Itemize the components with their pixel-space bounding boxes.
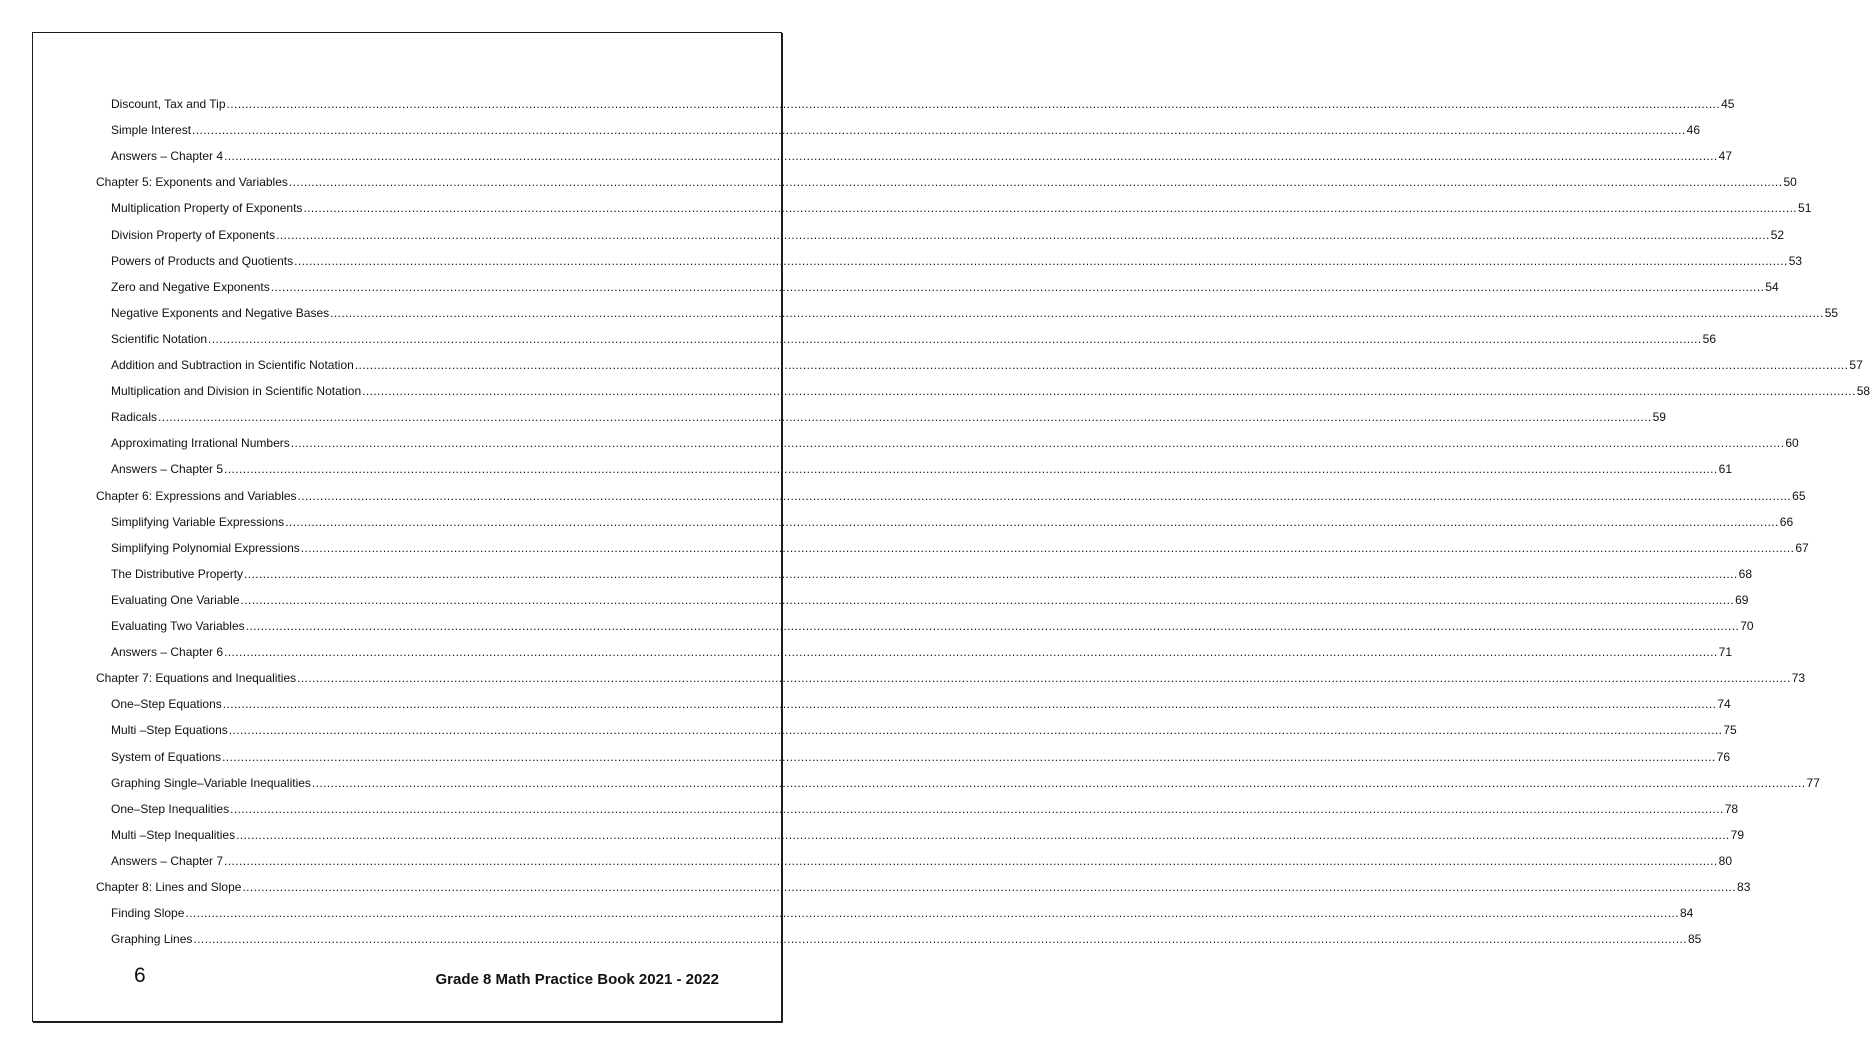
- toc-section-entry[interactable]: [111, 329, 1716, 349]
- toc-section-entry[interactable]: [111, 903, 1694, 923]
- toc-chapter-entry[interactable]: [96, 668, 1806, 688]
- toc-entry-page: 66: [1779, 514, 1794, 529]
- toc-section-entry[interactable]: [111, 381, 1870, 401]
- dot-leader: ................................................................................................................................................................................................................................................................................................................................................................................................................: [230, 801, 1724, 816]
- toc-entry-page: 65: [1792, 488, 1806, 503]
- toc-entry-page: 52: [1770, 227, 1785, 242]
- dot-leader: ................................................................................................................................................................................................................................................................................................................................................................................................................: [158, 410, 1652, 425]
- toc-section-entry[interactable]: [111, 355, 1863, 375]
- toc-section-entry[interactable]: [111, 512, 1794, 532]
- toc-section-entry[interactable]: [111, 747, 1731, 767]
- toc-entry-title: Chapter 7: Equations and Inequalities: [96, 671, 297, 686]
- dot-leader: ................................................................................................................................................................................................................................................................................................................................................................................................................: [270, 279, 1765, 294]
- toc-section-entry[interactable]: [111, 642, 1733, 662]
- dot-leader: ................................................................................................................................................................................................................................................................................................................................................................................................................: [300, 540, 1795, 555]
- dot-leader: ................................................................................................................................................................................................................................................................................................................................................................................................................: [330, 305, 1824, 320]
- toc-section-entry[interactable]: [111, 146, 1733, 166]
- toc-entry-title: Division Property of Exponents: [111, 227, 276, 242]
- toc-section-entry[interactable]: [111, 120, 1700, 140]
- footer-book-title: Grade 8 Math Practice Book 2021 - 2022: [435, 971, 719, 988]
- toc-entry-page: 45: [1721, 97, 1735, 111]
- toc-entry-page: 57: [1849, 358, 1863, 372]
- toc-entry-title: Discount, Tax and Tip: [111, 97, 226, 111]
- toc-entry-title: Powers of Products and Quotients: [111, 253, 294, 268]
- toc-entry-title: Negative Exponents and Negative Bases: [111, 305, 330, 320]
- toc-section-entry[interactable]: [111, 929, 1702, 949]
- dot-leader: ................................................................................................................................................................................................................................................................................................................................................................................................................: [185, 906, 1679, 921]
- toc-entry-page: 50: [1783, 175, 1797, 190]
- toc-entry-page: 83: [1737, 880, 1751, 894]
- toc-entry-title: Multiplication Property of Exponents: [111, 201, 303, 216]
- footer-page-number: 6: [134, 964, 146, 987]
- toc-entry-page: 70: [1740, 619, 1754, 633]
- toc-entry-title: Graphing Lines: [111, 932, 193, 947]
- toc-section-entry[interactable]: [111, 303, 1839, 323]
- toc-chapter-entry[interactable]: [96, 172, 1797, 192]
- toc-entry-page: 75: [1723, 723, 1737, 738]
- dot-leader: ................................................................................................................................................................................................................................................................................................................................................................................................................: [222, 697, 1717, 712]
- dot-leader: ................................................................................................................................................................................................................................................................................................................................................................................................................: [236, 827, 1730, 842]
- toc-entry-title: Scientific Notation: [111, 331, 208, 346]
- toc-entry-title: Simple Interest: [111, 123, 192, 138]
- toc-entry-title: The Distributive Property: [111, 566, 244, 581]
- toc-entry-page: 54: [1765, 279, 1779, 294]
- toc-entry-title: Chapter 8: Lines and Slope: [96, 880, 242, 894]
- toc-entry-title: Radicals: [111, 410, 158, 425]
- toc-entry-title: One–Step Inequalities: [111, 801, 230, 816]
- toc-section-entry[interactable]: [111, 251, 1803, 271]
- toc-section-entry[interactable]: [111, 459, 1733, 479]
- toc-section-entry[interactable]: [111, 799, 1739, 819]
- toc-section-entry[interactable]: [111, 277, 1779, 297]
- toc-section-entry[interactable]: [111, 94, 1735, 114]
- dot-leader: ................................................................................................................................................................................................................................................................................................................................................................................................................: [226, 97, 1721, 111]
- toc-section-entry[interactable]: [111, 694, 1731, 714]
- toc-entry-title: Chapter 6: Expressions and Variables: [96, 488, 297, 503]
- dot-leader: ................................................................................................................................................................................................................................................................................................................................................................................................................: [276, 227, 1770, 242]
- toc-entry-title: Zero and Negative Exponents: [111, 279, 270, 294]
- toc-section-entry[interactable]: [111, 616, 1754, 636]
- toc-entry-title: Chapter 5: Exponents and Variables: [96, 175, 288, 190]
- toc-entry-title: Simplifying Variable Expressions: [111, 514, 285, 529]
- toc-entry-page: 73: [1791, 671, 1806, 686]
- toc-entry-page: 59: [1652, 410, 1666, 425]
- toc-entry-page: 58: [1856, 384, 1870, 399]
- toc-entry-page: 55: [1824, 305, 1839, 320]
- toc-entry-title: Answers – Chapter 7: [111, 853, 224, 868]
- toc-entry-title: Answers – Chapter 6: [111, 645, 224, 660]
- toc-section-entry[interactable]: [111, 773, 1820, 793]
- toc-section-entry[interactable]: [111, 225, 1785, 245]
- toc-entry-title: Graphing Single–Variable Inequalities: [111, 775, 311, 790]
- toc-entry-page: 67: [1795, 540, 1809, 555]
- toc-section-entry[interactable]: [111, 825, 1745, 845]
- dot-leader: ................................................................................................................................................................................................................................................................................................................................................................................................................: [362, 384, 1856, 399]
- toc-entry-page: 60: [1785, 436, 1799, 451]
- toc-entry-page: 53: [1788, 253, 1803, 268]
- dot-leader: ................................................................................................................................................................................................................................................................................................................................................................................................................: [224, 853, 1718, 868]
- toc-entry-page: 68: [1738, 566, 1752, 581]
- toc-entry-page: 69: [1735, 592, 1749, 607]
- dot-leader: ................................................................................................................................................................................................................................................................................................................................................................................................................: [288, 175, 1783, 190]
- toc-section-entry[interactable]: [111, 851, 1733, 871]
- dot-leader: ................................................................................................................................................................................................................................................................................................................................................................................................................: [285, 514, 1779, 529]
- dot-leader: ................................................................................................................................................................................................................................................................................................................................................................................................................: [224, 645, 1718, 660]
- toc-entry-page: 78: [1724, 801, 1739, 816]
- toc-entry-page: 85: [1687, 932, 1702, 947]
- dot-leader: ................................................................................................................................................................................................................................................................................................................................................................................................................: [208, 331, 1702, 346]
- dot-leader: ................................................................................................................................................................................................................................................................................................................................................................................................................: [245, 619, 1740, 633]
- toc-entry-page: 74: [1717, 697, 1731, 712]
- toc-entry-title: Answers – Chapter 5: [111, 462, 224, 477]
- toc-entry-page: 56: [1702, 331, 1716, 346]
- dot-leader: ................................................................................................................................................................................................................................................................................................................................................................................................................: [242, 880, 1737, 894]
- dot-leader: ................................................................................................................................................................................................................................................................................................................................................................................................................: [240, 592, 1735, 607]
- dot-leader: ................................................................................................................................................................................................................................................................................................................................................................................................................: [303, 201, 1798, 216]
- toc-section-entry[interactable]: [111, 538, 1809, 558]
- toc-section-entry[interactable]: [111, 590, 1749, 610]
- toc-entry-title: Simplifying Polynomial Expressions: [111, 540, 300, 555]
- toc-entry-title: Multiplication and Division in Scientific Notation: [111, 384, 362, 399]
- toc-entry-title: Answers – Chapter 4: [111, 149, 224, 164]
- toc-entry-title: Multi –Step Inequalities: [111, 827, 236, 842]
- toc-entry-title: Addition and Subtraction in Scientific Notation: [111, 358, 354, 372]
- toc-entry-page: 46: [1686, 123, 1700, 138]
- toc-section-entry[interactable]: [111, 564, 1752, 584]
- toc-entry-title: Evaluating One Variable: [111, 592, 240, 607]
- dot-leader: ................................................................................................................................................................................................................................................................................................................................................................................................................: [224, 149, 1718, 164]
- toc-entry-title: Approximating Irrational Numbers: [111, 436, 290, 451]
- dot-leader: ................................................................................................................................................................................................................................................................................................................................................................................................................: [244, 566, 1738, 581]
- toc-entry-page: 71: [1718, 645, 1733, 660]
- toc-entry-title: One–Step Equations: [111, 697, 222, 712]
- toc-entry-title: Multi –Step Equations: [111, 723, 228, 738]
- dot-leader: ................................................................................................................................................................................................................................................................................................................................................................................................................: [228, 723, 1723, 738]
- toc-chapter-entry[interactable]: [96, 486, 1806, 506]
- dot-leader: ................................................................................................................................................................................................................................................................................................................................................................................................................: [222, 749, 1716, 764]
- toc-entry-page: 51: [1798, 201, 1812, 216]
- dot-leader: ................................................................................................................................................................................................................................................................................................................................................................................................................: [354, 358, 1849, 372]
- dot-leader: ................................................................................................................................................................................................................................................................................................................................................................................................................: [297, 488, 1792, 503]
- toc-entry-page: 84: [1679, 906, 1694, 921]
- toc-chapter-entry[interactable]: [96, 877, 1751, 897]
- toc-entry-page: 77: [1806, 775, 1820, 790]
- dot-leader: ................................................................................................................................................................................................................................................................................................................................................................................................................: [224, 462, 1718, 477]
- toc-section-entry[interactable]: [111, 720, 1737, 740]
- toc-entry-page: 80: [1718, 853, 1733, 868]
- toc-entry-page: 61: [1718, 462, 1733, 477]
- toc-entry-title: Evaluating Two Variables: [111, 619, 245, 633]
- toc-entry-title: Finding Slope: [111, 906, 185, 921]
- dot-leader: ................................................................................................................................................................................................................................................................................................................................................................................................................: [297, 671, 1791, 686]
- toc-section-entry[interactable]: [111, 407, 1666, 427]
- toc-entry-page: 79: [1730, 827, 1745, 842]
- toc-section-entry[interactable]: [111, 198, 1812, 218]
- dot-leader: ................................................................................................................................................................................................................................................................................................................................................................................................................: [290, 436, 1785, 451]
- dot-leader: ................................................................................................................................................................................................................................................................................................................................................................................................................: [193, 932, 1687, 947]
- toc-entry-page: 47: [1718, 149, 1733, 164]
- dot-leader: ................................................................................................................................................................................................................................................................................................................................................................................................................: [192, 123, 1686, 138]
- toc-entry-title: System of Equations: [111, 749, 222, 764]
- dot-leader: ................................................................................................................................................................................................................................................................................................................................................................................................................: [294, 253, 1788, 268]
- dot-leader: ................................................................................................................................................................................................................................................................................................................................................................................................................: [311, 775, 1806, 790]
- toc-entry-page: 76: [1716, 749, 1731, 764]
- toc-section-entry[interactable]: [111, 433, 1799, 453]
